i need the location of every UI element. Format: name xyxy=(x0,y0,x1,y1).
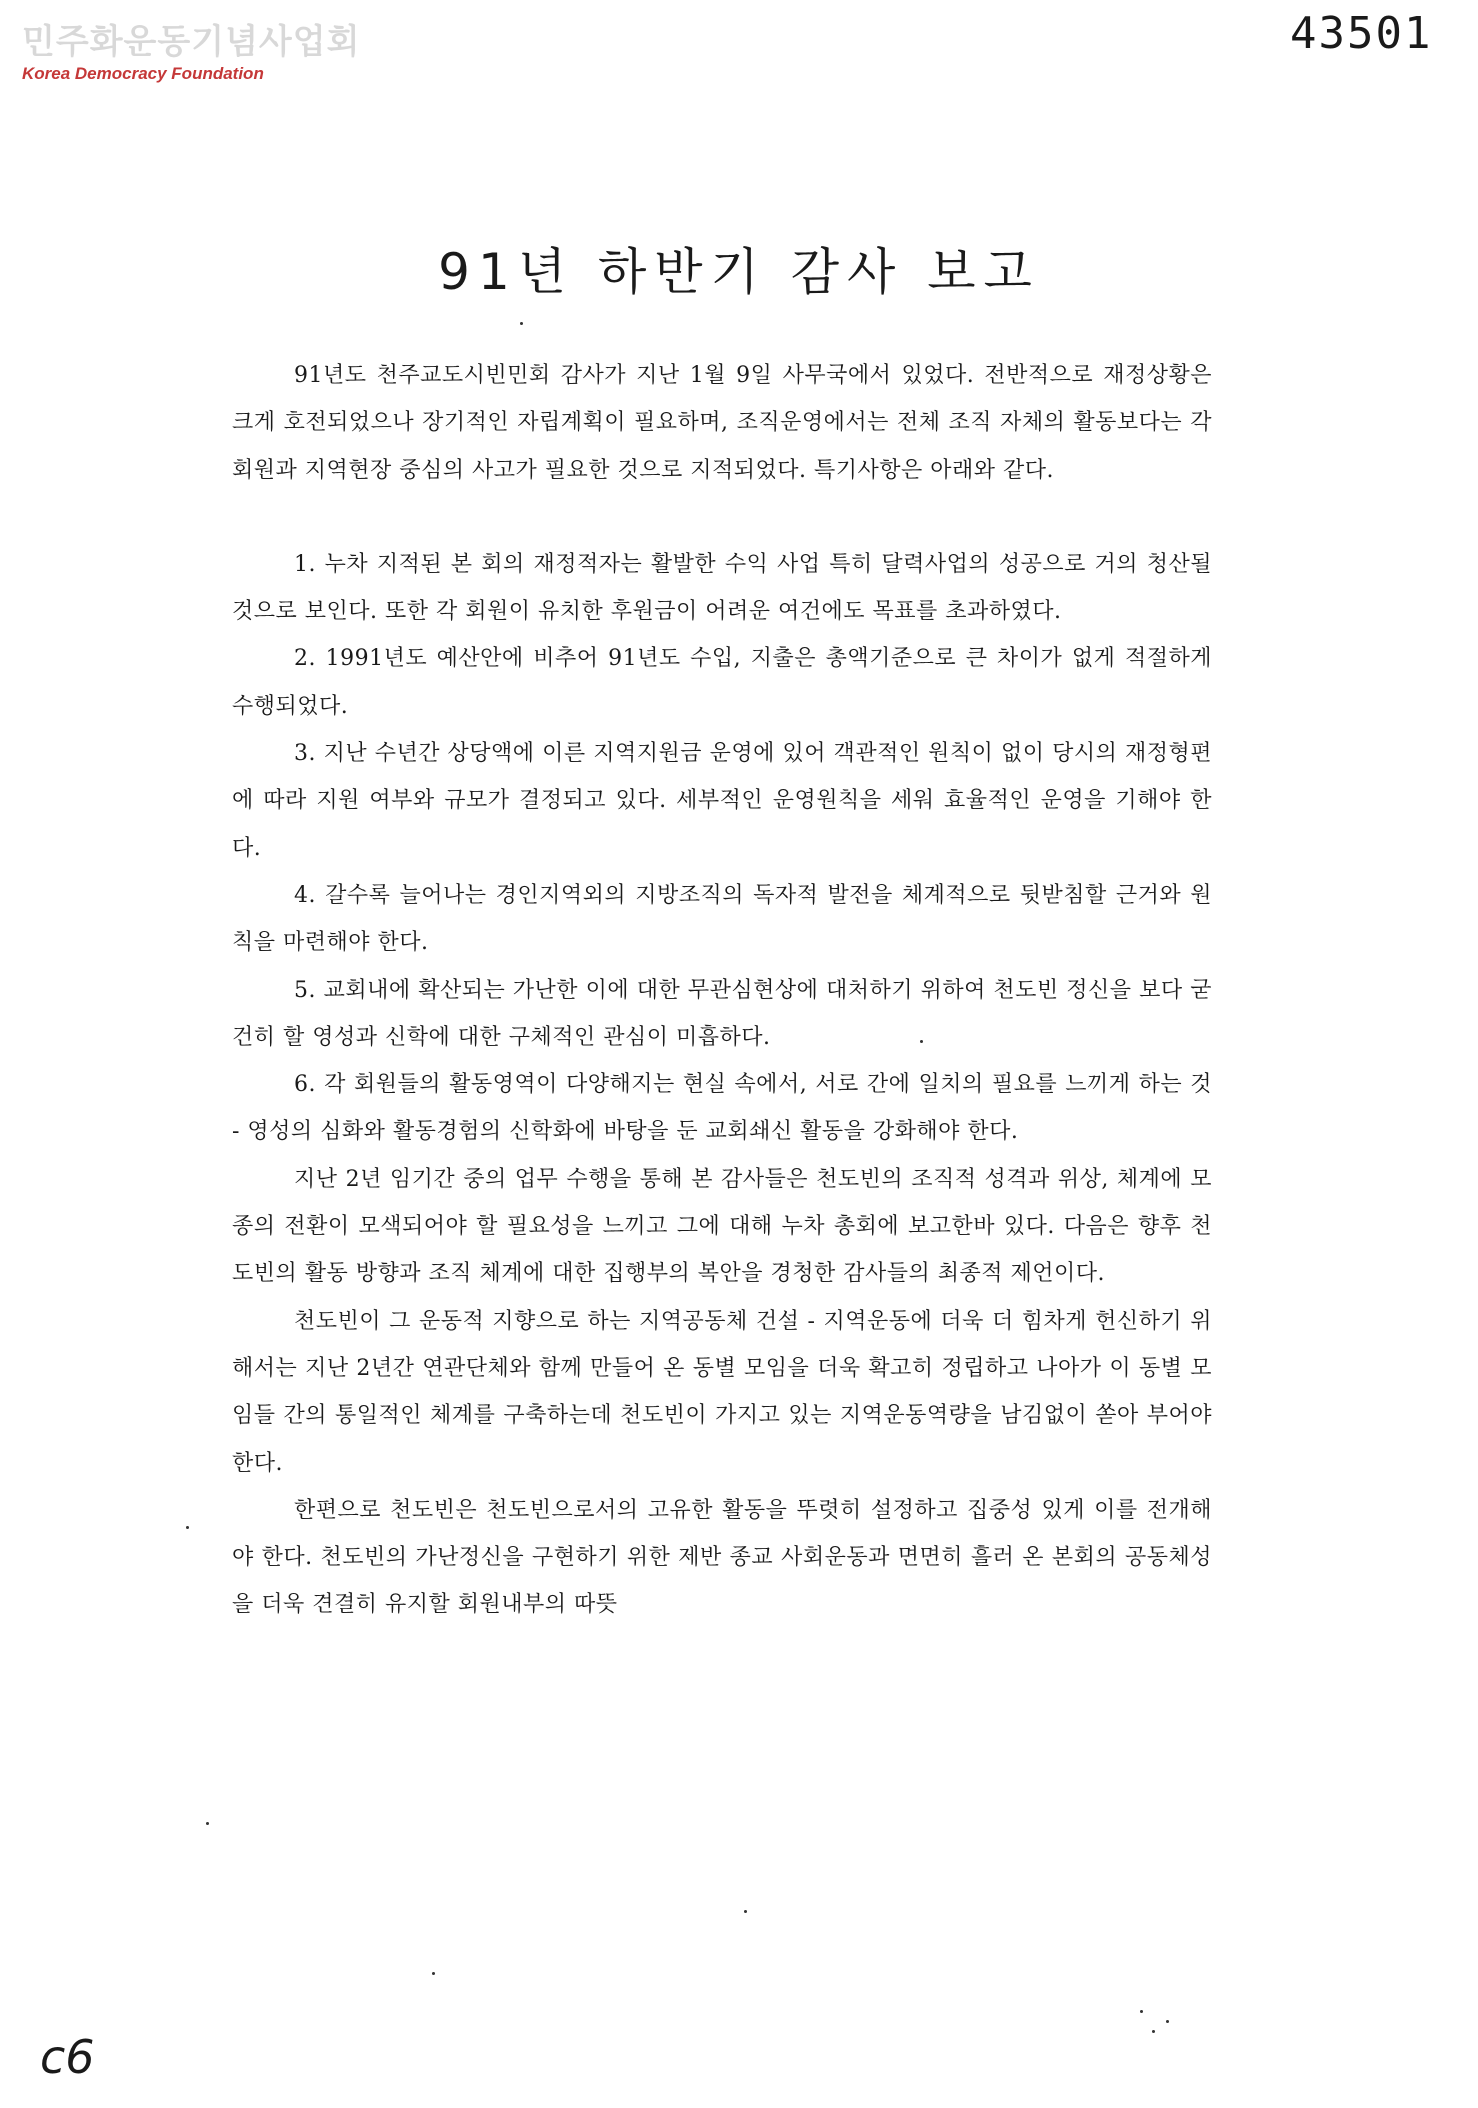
scan-speck xyxy=(1152,2030,1155,2033)
document-number: 43501 xyxy=(1290,8,1433,59)
scan-speck xyxy=(186,1526,189,1529)
scan-speck xyxy=(744,1910,747,1913)
recommendation-paragraph: 지난 2년 임기간 중의 업무 수행을 통해 본 감사들은 천도빈의 조직적 성격과 위상, 체계에 모종의 전환이 모색되어야 할 필요성을 느끼고 그에 대해 누차 총회에 보고한바 있다. 다음은 향후 천도빈의 활동 방향과 조직 체계에 대한 집행부의 복안을 경청한 감사들의 최종적 제언이다. xyxy=(232,1166,1212,1287)
closing-paragraph: 한편으로 천도빈은 천도빈으로서의 고유한 활동을 뚜렷히 설정하고 집중성 있게 이를 전개해야 한다. 천도빈의 가난정신을 구현하기 위한 제반 종교 사회운동과 면면히 흘러 온 본회의 공동체성을 더욱 견결히 유지할 회원내부의 따뜻 xyxy=(232,1497,1212,1618)
community-paragraph: 천도빈이 그 운동적 지향으로 하는 지역공동체 건설 - 지역운동에 더욱 더 힘차게 헌신하기 위해서는 지난 2년간 연관단체와 함께 만들어 온 동별 모임을 더욱 확고히 정립하고 나아가 이 동별 모임들 간의 통일적인 체계를 구축하는데 천도빈이 가지고 있는 지역운동역량을 남김없이 쏟아 부어야 한다. xyxy=(232,1308,1212,1476)
watermark-korean: 민주화운동기념사업회 xyxy=(22,22,361,62)
finding-item-1: 1. 누차 지적된 본 회의 재정적자는 활발한 수익 사업 특히 달력사업의 성공으로 거의 청산될 것으로 보인다. 또한 각 회원이 유치한 후원금이 어려운 여건에도 목표를 초과하였다. xyxy=(232,551,1212,625)
scan-speck xyxy=(920,1040,923,1043)
finding-item-5: 5. 교회내에 확산되는 가난한 이에 대한 무관심현상에 대처하기 위하여 천도빈 정신을 보다 굳건히 할 영성과 신학에 대한 구체적인 관심이 미흡하다. xyxy=(232,977,1212,1050)
scan-speck xyxy=(1140,2010,1143,2013)
document-body xyxy=(232,352,1212,1629)
page-number: c6 xyxy=(40,2030,95,2084)
finding-item-6: 6. 각 회원들의 활동영역이 다양해지는 현실 속에서, 서로 간에 일치의 필요를 느끼게 하는 것 - 영성의 심화와 활동경험의 신학화에 바탕을 둔 교회쇄신 활동을 강화해야 한다. xyxy=(232,1072,1212,1145)
scan-speck xyxy=(432,1972,435,1975)
scan-speck xyxy=(1166,2020,1169,2023)
finding-item-4: 4. 갈수록 늘어나는 경인지역외의 지방조직의 독자적 발전을 체계적으로 뒷받침할 근거와 원칙을 마련해야 한다. xyxy=(232,882,1212,956)
page-title: 91년 하반기 감사 보고 xyxy=(438,243,1040,301)
intro-paragraph: 91년도 천주교도시빈민회 감사가 지난 1월 9일 사무국에서 있었다. 전반적으로 재정상황은 크게 호전되었으나 장기적인 자립계획이 필요하며, 조직운영에서는 전체 조직 자체의 활동보다는 각 회원과 지역현장 중심의 사고가 필요한 것으로 지적되었다. 특기사항은 아래와 같다. xyxy=(232,363,1212,483)
finding-item-2: 2. 1991년도 예산안에 비추어 91년도 수입, 지출은 총액기준으로 큰 차이가 없게 적절하게 수행되었다. xyxy=(232,646,1212,719)
watermark-english: Korea Democracy Foundation xyxy=(22,64,264,83)
scan-speck xyxy=(206,1822,209,1825)
scan-speck xyxy=(520,322,523,325)
finding-item-3: 3. 지난 수년간 상당액에 이른 지역지원금 운영에 있어 객관적인 원칙이 없이 당시의 재정형편에 따라 지원 여부와 규모가 결정되고 있다. 세부적인 운영원칙을 세워 효율적인 운영을 기해야 한다. xyxy=(232,741,1212,861)
watermark-logo xyxy=(22,22,360,84)
